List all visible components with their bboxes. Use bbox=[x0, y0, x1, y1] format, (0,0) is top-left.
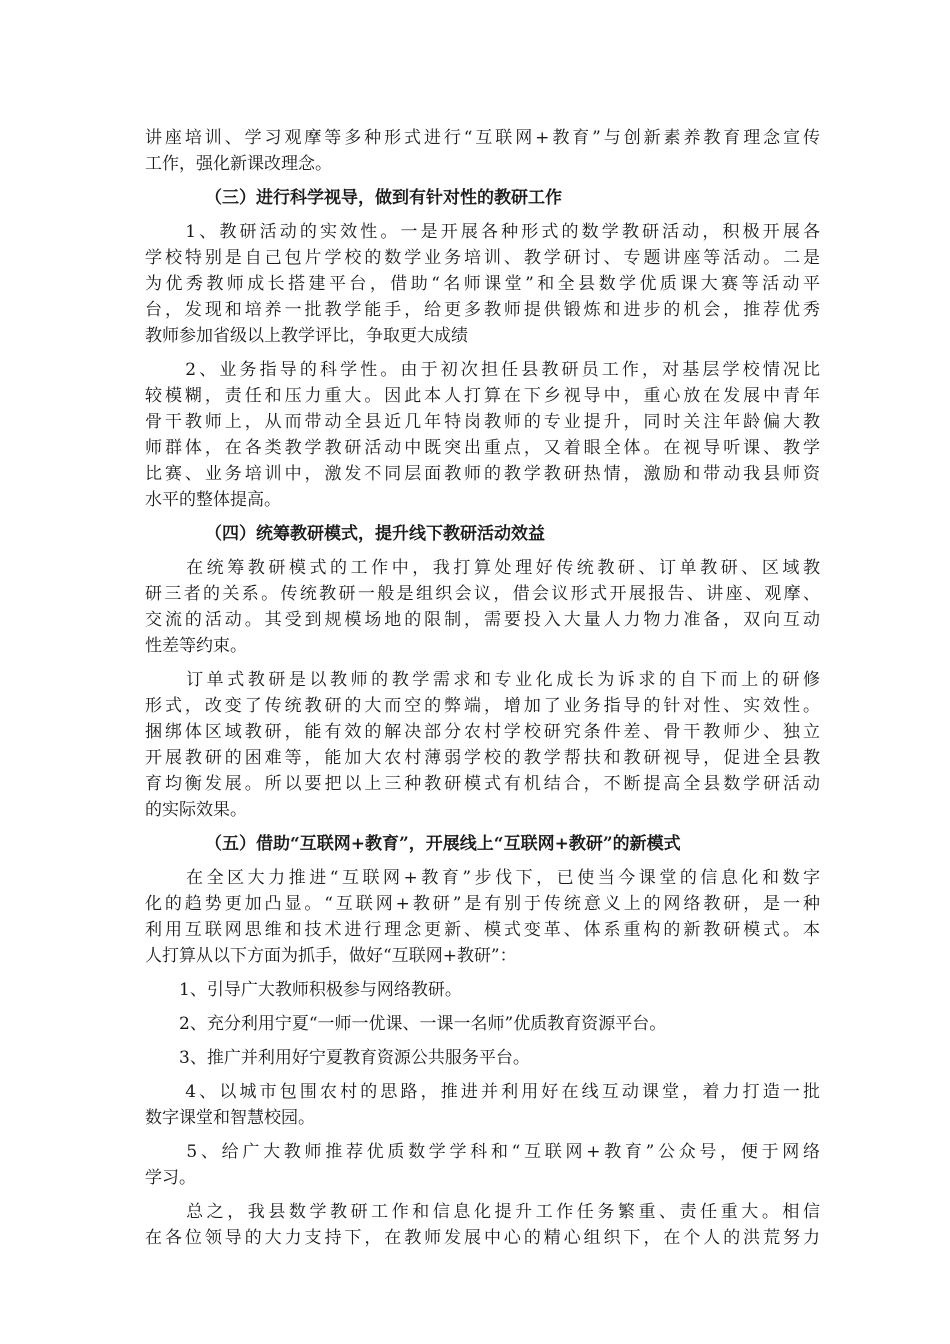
text-line: 性差等约束。 bbox=[145, 636, 247, 656]
body-paragraph bbox=[145, 865, 820, 969]
paragraph-gap bbox=[145, 211, 820, 219]
text-line: 教师参加省级以上教学评比，争取更大成绩 bbox=[145, 326, 468, 346]
body-paragraph bbox=[145, 219, 820, 349]
body-paragraph bbox=[145, 1199, 820, 1251]
section-heading: （五）借助“互联网+教育”，开展线上“互联网+教研”的新模式 bbox=[205, 834, 681, 854]
text-line: 数字课堂和智慧校园。 bbox=[145, 1108, 315, 1128]
paragraph-gap bbox=[145, 349, 820, 357]
text-line: 台，发现和培养一批教学能手，给更多教师提供锻炼和进步的机会，推荐优秀 bbox=[145, 300, 820, 320]
text-line: 订单式教研是以教师的教学需求和专业化成长为诉求的自下而上的研修 bbox=[145, 670, 820, 690]
paragraph-gap bbox=[145, 1037, 820, 1045]
paragraph-gap bbox=[145, 823, 820, 831]
body-paragraph bbox=[145, 1045, 820, 1071]
body-paragraph bbox=[145, 555, 820, 659]
text-line: 1、引导广大教师积极参与网络教研。 bbox=[145, 980, 462, 1000]
text-line: 在各位领导的大力支持下，在教师发展中心的精心组织下，在个人的洪荒努力 bbox=[145, 1228, 820, 1248]
text-line: 水平的整体提高。 bbox=[145, 490, 281, 510]
text-line: 捆绑体区域教研，能有效的解决部分农村学校研究条件差、骨干教师少、独立 bbox=[145, 722, 820, 742]
text-line: 2、业务指导的科学性。由于初次担任县教研员工作，对基层学校情况比 bbox=[145, 360, 820, 380]
text-line: 开展教研的困难等，能加大农村薄弱学校的教学帮扶和教研视导，促进全县教 bbox=[145, 748, 820, 768]
body-paragraph bbox=[145, 977, 820, 1003]
text-line: 3、推广并利用好宁夏教育资源公共服务平台。 bbox=[145, 1048, 530, 1068]
text-line: 师群体，在各类教学教研活动中既突出重点，又着眼全体。在视导听课、教学 bbox=[145, 438, 820, 458]
text-line: 1、教研活动的实效性。一是开展各种形式的数学教研活动，积极开展各 bbox=[145, 222, 820, 242]
text-line: 在全区大力推进“互联网+教育”步伐下，已使当今课堂的信息化和数字 bbox=[145, 868, 820, 888]
text-line: 育均衡发展。所以要把以上三种教研模式有机结合，不断提高全县数学研活动 bbox=[145, 774, 820, 794]
text-line: 利用互联网思维和技术进行理念更新、模式变革、体系重构的新教研模式。本 bbox=[145, 920, 820, 940]
paragraph-gap bbox=[145, 1071, 820, 1079]
text-line: 研三者的关系。传统教研一般是组织会议，借会议形式开展报告、讲座、观摩、 bbox=[145, 584, 820, 604]
body-paragraph bbox=[145, 1139, 820, 1191]
paragraph-gap bbox=[145, 1003, 820, 1011]
text-line: 人打算从以下方面为抓手，做好“互联网+教研”： bbox=[145, 946, 517, 966]
text-line: 5、给广大教师推荐优质数学学科和“互联网+教育”公众号，便于网络 bbox=[145, 1142, 820, 1162]
text-line: 较模糊，责任和压力重大。因此本人打算在下乡视导中，重心放在发展中青年 bbox=[145, 386, 820, 406]
paragraph-gap bbox=[145, 857, 820, 865]
text-line: 化的趋势更加凸显。“互联网+教研”是有别于传统意义上的网络教研，是一种 bbox=[145, 894, 820, 914]
section-heading: （三）进行科学视导，做到有针对性的教研工作 bbox=[205, 188, 562, 208]
body-paragraph bbox=[145, 125, 820, 177]
text-line: 在统筹教研模式的工作中，我打算处理好传统教研、订单教研、区域教 bbox=[145, 558, 820, 578]
text-line: 的实际效果。 bbox=[145, 800, 247, 820]
paragraph-gap bbox=[145, 969, 820, 977]
text-line: 为优秀教师成长搭建平台，借助“名师课堂”和全县数学优质课大赛等活动平 bbox=[145, 274, 820, 294]
paragraph-gap bbox=[145, 547, 820, 555]
body-paragraph bbox=[145, 357, 820, 513]
document-page bbox=[145, 125, 820, 1251]
text-line: 交流的活动。其受到规模场地的限制，需要投入大量人力物力准备，双向互动 bbox=[145, 610, 820, 630]
text-line: 讲座培训、学习观摩等多种形式进行“互联网+教育”与创新素养教育理念宣传 bbox=[145, 128, 820, 148]
paragraph-gap bbox=[145, 659, 820, 667]
body-paragraph bbox=[145, 1079, 820, 1131]
text-line: 总之，我县数学教研工作和信息化提升工作任务繁重、责任重大。相信 bbox=[145, 1202, 820, 1222]
text-line: 学习。 bbox=[145, 1168, 196, 1188]
text-line: 4、以城市包围农村的思路，推进并利用好在线互动课堂，着力打造一批 bbox=[145, 1082, 820, 1102]
paragraph-gap bbox=[145, 1131, 820, 1139]
text-line: 工作，强化新课改理念。 bbox=[145, 154, 332, 174]
body-paragraph bbox=[145, 667, 820, 823]
text-line: 形式，改变了传统教研的大而空的弊端，增加了业务指导的针对性、实效性。 bbox=[145, 696, 820, 716]
section-heading: （四）统筹教研模式，提升线下教研活动效益 bbox=[205, 524, 545, 544]
text-line: 骨干教师上，从而带动全县近几年特岗教师的专业提升，同时关注年龄偏大教 bbox=[145, 412, 820, 432]
paragraph-gap bbox=[145, 1191, 820, 1199]
text-line: 学校特别是自己包片学校的数学业务培训、教学研讨、专题讲座等活动。二是 bbox=[145, 248, 820, 268]
body-paragraph bbox=[145, 1011, 820, 1037]
text-line: 比赛、业务培训中，激发不同层面教师的教学教研热情，激励和带动我县师资 bbox=[145, 464, 820, 484]
paragraph-gap bbox=[145, 513, 820, 521]
paragraph-gap bbox=[145, 177, 820, 185]
text-line: 2、充分利用宁夏“一师一优课、一课一名师”优质教育资源平台。 bbox=[145, 1014, 667, 1034]
